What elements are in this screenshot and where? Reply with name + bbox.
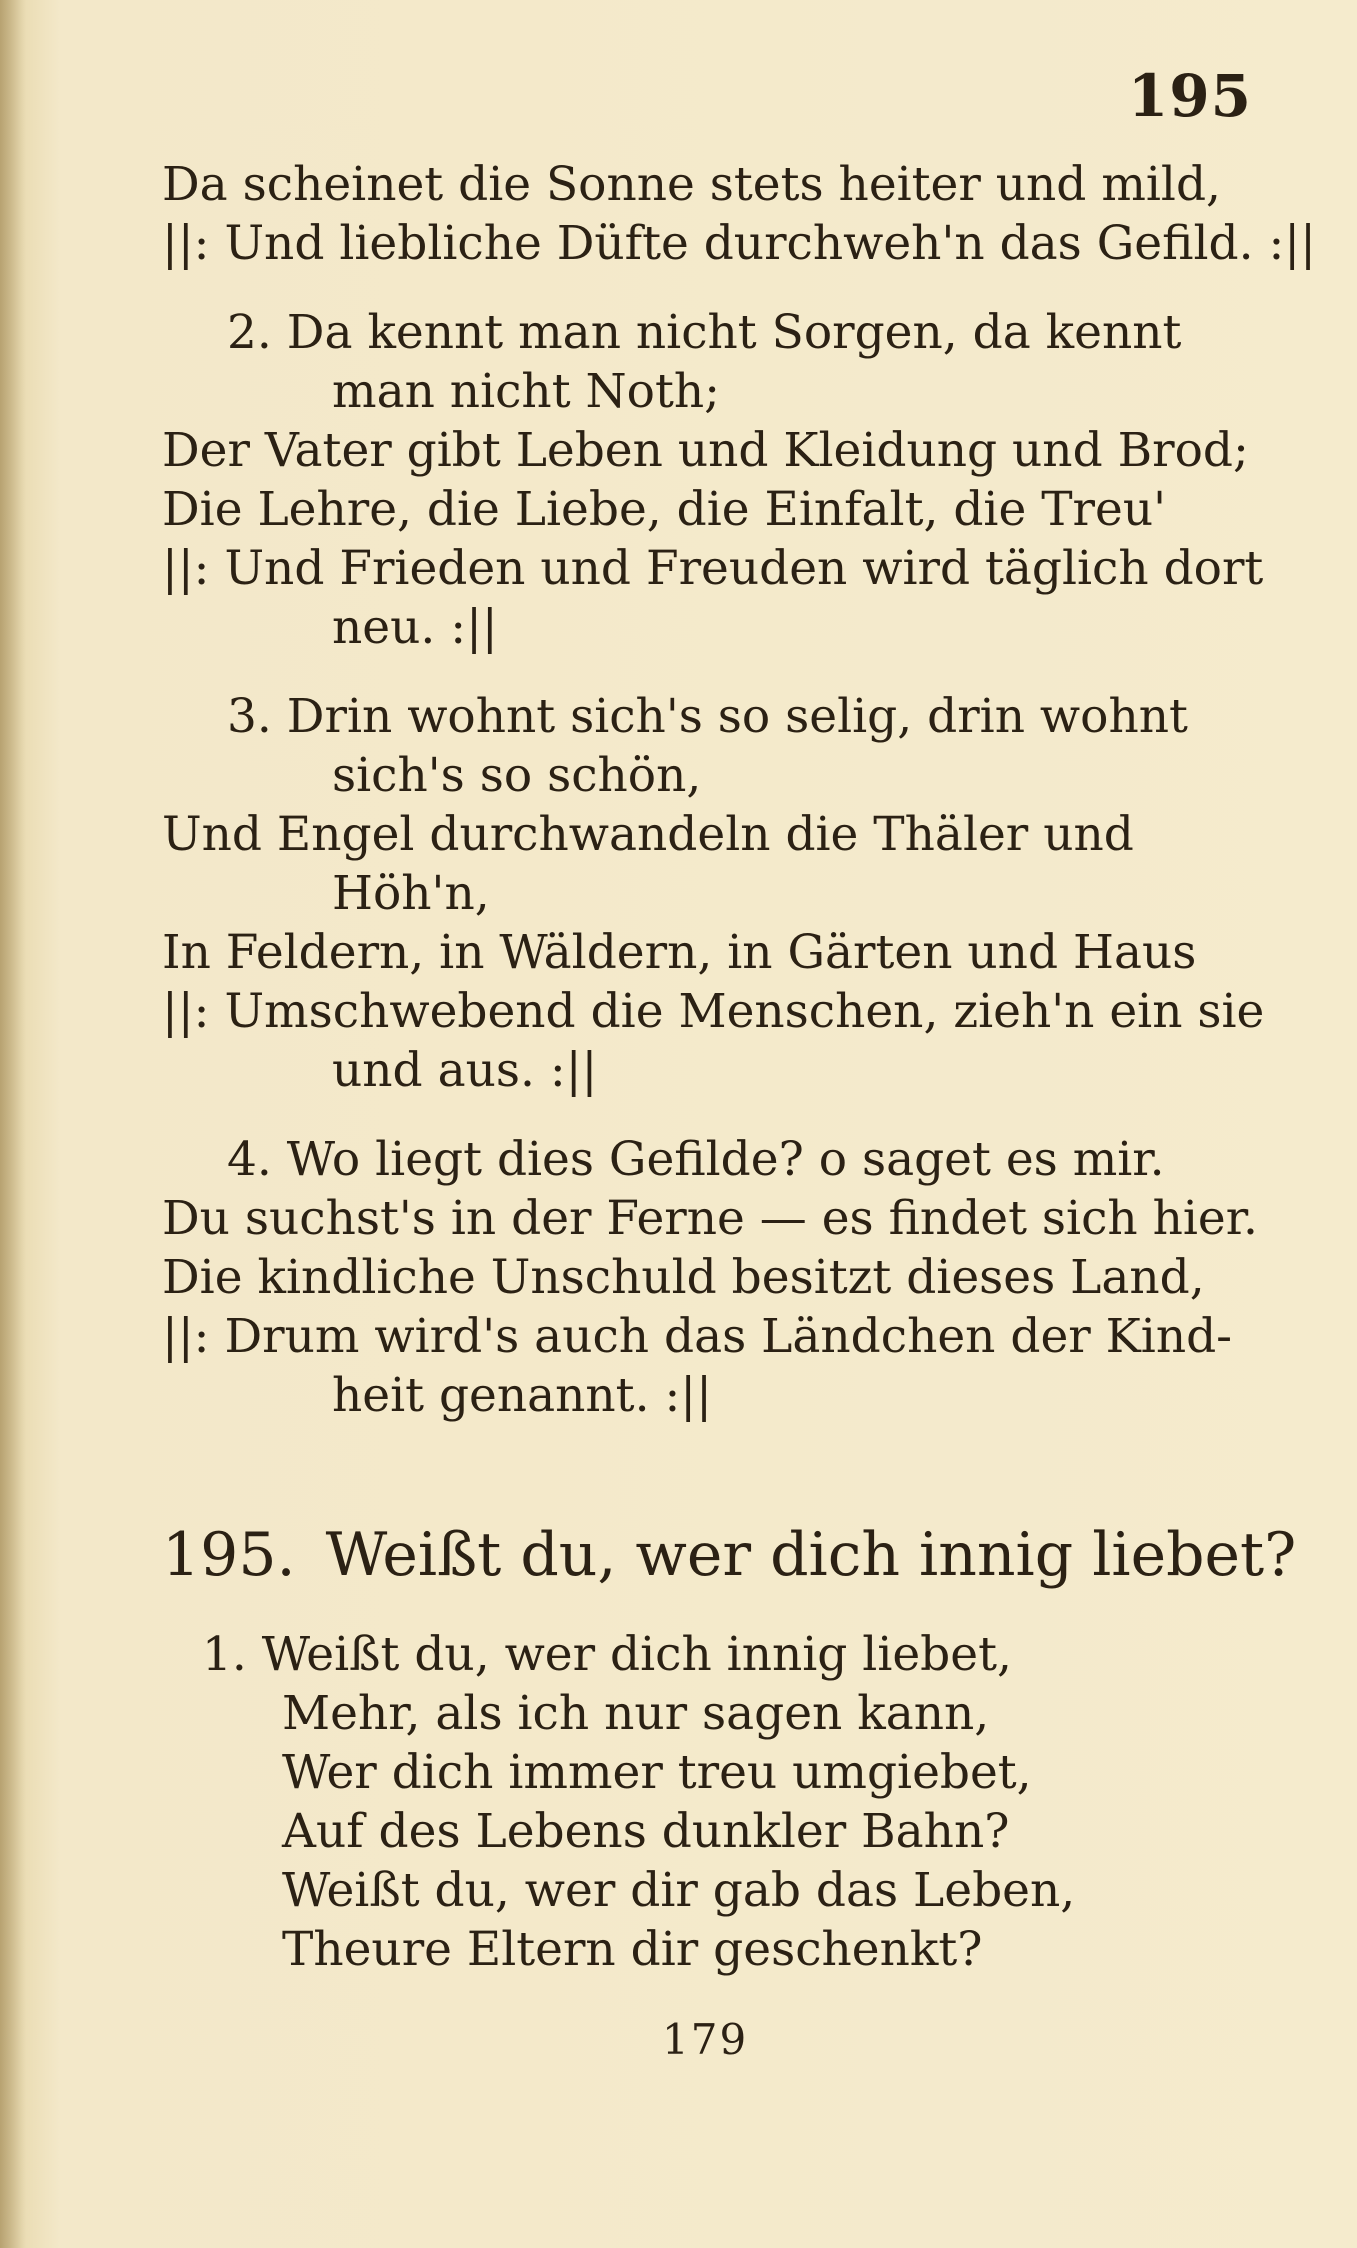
hymn-verse1-first-text: Weißt du, wer dich innig liebet, (261, 1627, 1012, 1682)
verse2-line-3: Die Lehre, die Liebe, die Einfalt, die Treu' (162, 482, 1167, 537)
hymn-heading (162, 1515, 1297, 1595)
spacer (162, 1595, 1262, 1625)
verse4-line-2: Du suchst's in der Ferne — es findet sich hier. (162, 1191, 1258, 1246)
hymn-verse-number: 1. (202, 1627, 247, 1682)
spacer (162, 1425, 1262, 1515)
verse2-line-2: Der Vater gibt Leben und Kleidung und Brod; (162, 423, 1249, 478)
verse1-line-1: Da scheinet die Sonne stets heiter und mild, (162, 157, 1221, 212)
spacer (162, 1100, 1262, 1130)
verse3-number: 3. (227, 689, 272, 744)
page-number-top: 195 (1127, 62, 1252, 130)
verse3-first-text: Drin wohnt sich's so selig, drin wohnt (286, 689, 1188, 744)
hymn-verse1-first-line (162, 1625, 1262, 1684)
hymn-title: Weißt du, wer dich innig liebet? (325, 1520, 1297, 1590)
verse2-first-line (162, 303, 1262, 362)
verse1-line-2: ||: Und liebliche Düfte durchweh'n das Gefild. :|| (162, 216, 1316, 271)
verse3-last-line: ||: Umschwebend die Menschen, zieh'n ein sie (162, 984, 1265, 1039)
verse4-first-text: Wo liegt dies Gefilde? o saget es mir. (286, 1132, 1165, 1187)
hymn-number: 195. (162, 1520, 296, 1590)
verse2-number: 2. (227, 305, 272, 360)
hymn-verse1-line-6: Theure Eltern dir geschenkt? (282, 1922, 983, 1977)
verse3-last-cont: und aus. :|| (332, 1043, 598, 1098)
verse2-last-cont: neu. :|| (332, 600, 498, 655)
hymn-verse1-line-3: Wer dich immer treu umgiebet, (282, 1745, 1032, 1800)
spine-shadow (0, 0, 26, 2248)
hymn-verse1-line-2: Mehr, als ich nur sagen kann, (282, 1686, 990, 1741)
text-block (162, 155, 1316, 1979)
verse4-line-3: Die kindliche Unschuld besitzt dieses Land, (162, 1250, 1205, 1305)
verse4-number: 4. (227, 1132, 272, 1187)
verse4-first-line (162, 1130, 1262, 1189)
verse3-first-line (162, 687, 1262, 746)
verse3-first-cont: sich's so schön, (332, 748, 702, 803)
verse4-last-line: ||: Drum wird's auch das Ländchen der Kind- (162, 1309, 1233, 1364)
page-number-bottom: 179 (662, 2015, 749, 2064)
verse2-last-line: ||: Und Frieden und Freuden wird täglich dort (162, 541, 1264, 596)
verse2-first-cont: man nicht Noth; (332, 364, 720, 419)
verse3-line-2: Und Engel durchwandeln die Thäler und (162, 807, 1134, 862)
hymn-verse1-line-5: Weißt du, wer dir gab das Leben, (282, 1863, 1076, 1918)
verse3-line-2-cont: Höh'n, (332, 866, 490, 921)
verse4-last-cont: heit genannt. :|| (332, 1368, 712, 1423)
verse2-first-text: Da kennt man nicht Sorgen, da kennt (286, 305, 1182, 360)
verse3-line-3: In Feldern, in Wäldern, in Gärten und Haus (162, 925, 1197, 980)
hymn-verse1-line-4: Auf des Lebens dunkler Bahn? (282, 1804, 1010, 1859)
spacer (162, 657, 1262, 687)
spacer (162, 273, 1262, 303)
